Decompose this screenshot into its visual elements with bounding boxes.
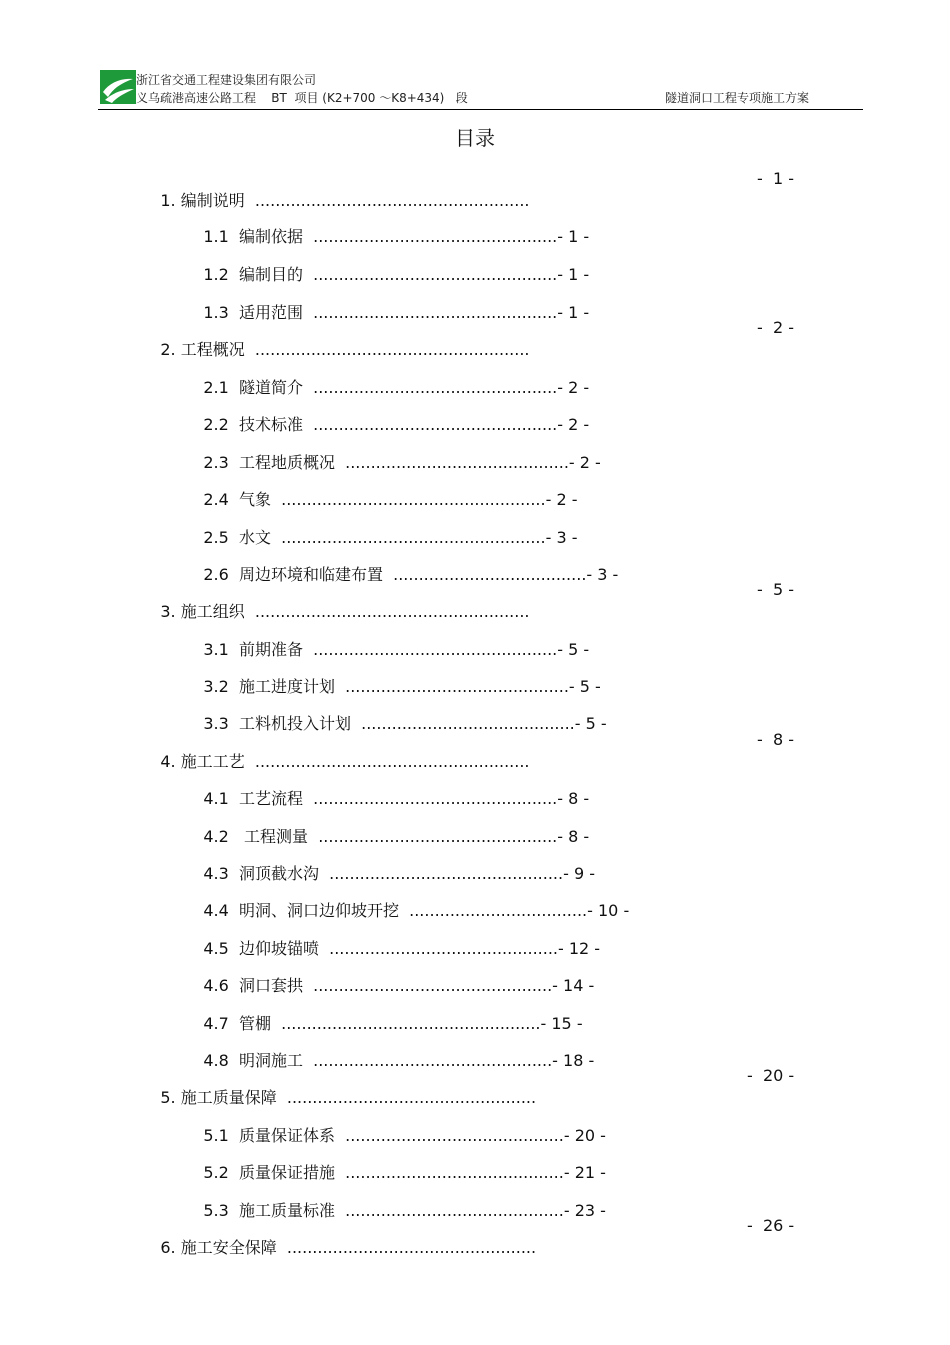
toc-entry[interactable] [183, 766, 590, 808]
toc-entry[interactable] [183, 654, 601, 696]
toc-entry-page: - 20 - [747, 1066, 795, 1085]
toc-entry-page: - 8 - [757, 730, 794, 749]
toc-entry[interactable] [183, 355, 590, 397]
toc-entry-text: 3.1 前期准备 ................................................- 5 - [203, 640, 590, 659]
toc-entry-text: 2.2 技术标准 ................................................- 2 - [203, 415, 590, 434]
toc-entry[interactable] [183, 542, 619, 584]
toc-entry-text: 4.4 明洞、洞口边仰坡开挖 ...................................- 10 - [203, 901, 630, 920]
toc-entry-text: 4.8 明洞施工 ...............................................- 18 - [203, 1051, 595, 1070]
toc-entry[interactable] [183, 280, 590, 322]
toc-entry[interactable] [183, 204, 590, 246]
toc-entry[interactable] [183, 841, 595, 883]
company-name: 浙江省交通工程建设集团有限公司 [136, 73, 317, 87]
toc-entry[interactable] [183, 617, 590, 659]
toc-entry-text: 4.1 工艺流程 ................................................- 8 - [203, 789, 590, 808]
toc-entry-text: 1.2 编制目的 ................................................- 1 - [203, 265, 590, 284]
toc-entry-text: 2.1 隧道简介 ................................................- 2 - [203, 378, 590, 397]
toc-entry[interactable] [140, 729, 794, 771]
toc-entry-text: 5.1 质量保证体系 ...........................................- 20 - [203, 1126, 606, 1145]
toc-entry[interactable] [183, 804, 590, 846]
toc-entry-page: - 2 - [757, 318, 794, 337]
toc-entry[interactable] [183, 1103, 606, 1145]
toc-entry-text: 4.6 洞口套拱 ...............................................- 14 - [203, 976, 595, 995]
toc-entry[interactable] [183, 1140, 606, 1182]
toc-entry-text: 4.3 洞顶截水沟 ..............................................- 9 - [203, 864, 595, 883]
toc-entry-text: 2.4 气象 ....................................................- 2 - [203, 490, 578, 509]
toc-entry-text: 2.3 工程地质概况 ............................................- 2 - [203, 453, 601, 472]
toc-entry-text: 5. 施工质量保障 ................................................. [160, 1088, 537, 1107]
toc-entry-text: 6. 施工安全保障 ................................................. [160, 1238, 537, 1257]
toc-entry[interactable] [183, 953, 595, 995]
toc-entry-text: 2.6 周边环境和临建布置 ......................................- 3 - [203, 565, 619, 584]
toc-entry-text: 4.5 边仰坡锚喷 .............................................- 12 - [203, 939, 601, 958]
toc-entry[interactable] [183, 916, 601, 958]
toc-entry[interactable] [183, 691, 607, 733]
toc-entry-page: - 26 - [747, 1216, 795, 1235]
toc-entry-text: 4. 施工工艺 ...................................................... [160, 752, 530, 771]
toc-entry-text: 2.5 水文 ....................................................- 3 - [203, 528, 578, 547]
page-title: 目录 [455, 126, 495, 150]
toc-entry-page: - 1 - [757, 169, 794, 188]
toc-entry[interactable] [183, 467, 578, 509]
toc-entry[interactable] [183, 878, 630, 920]
toc-entry[interactable] [140, 1065, 795, 1107]
toc-entry[interactable] [183, 392, 590, 434]
toc-entry-text: 4.2 工程测量 ...............................................- 8 - [203, 827, 590, 846]
toc-entry-text: 3. 施工组织 ...................................................... [160, 602, 530, 621]
toc-entry[interactable] [140, 1215, 795, 1257]
project-name: 义乌疏港高速公路工程 BT 项目 (K2+700 ～K8+434) 段 [136, 91, 468, 105]
toc-entry-text: 1. 编制说明 ...................................................... [160, 191, 530, 210]
toc-entry[interactable] [183, 1178, 606, 1220]
toc-entry-text: 3.3 工料机投入计划 ..........................................- 5 - [203, 714, 607, 733]
toc-entry-text: 5.2 质量保证措施 ...........................................- 21 - [203, 1163, 606, 1182]
toc-entry-text: 1.3 适用范围 ................................................- 1 - [203, 303, 590, 322]
toc-entry[interactable] [183, 242, 590, 284]
toc-entry-page: - 5 - [757, 580, 794, 599]
toc-entry-text: 5.3 施工质量标准 ...........................................- 23 - [203, 1201, 606, 1220]
toc-entry[interactable] [183, 991, 583, 1033]
toc-entry[interactable] [140, 168, 794, 210]
toc-entry[interactable] [183, 430, 601, 472]
toc-entry[interactable] [183, 1028, 595, 1070]
toc-entry-text: 4.7 管棚 ...................................................- 15 - [203, 1014, 583, 1033]
toc-entry[interactable] [140, 579, 794, 621]
toc-entry-text: 1.1 编制依据 ................................................- 1 - [203, 227, 590, 246]
toc-entry[interactable] [183, 505, 578, 547]
toc-entry-text: 3.2 施工进度计划 ............................................- 5 - [203, 677, 601, 696]
plan-title: 隧道洞口工程专项施工方案 [664, 91, 809, 105]
toc-entry-text: 2. 工程概况 ...................................................... [160, 340, 530, 359]
toc-entry[interactable] [140, 317, 794, 359]
